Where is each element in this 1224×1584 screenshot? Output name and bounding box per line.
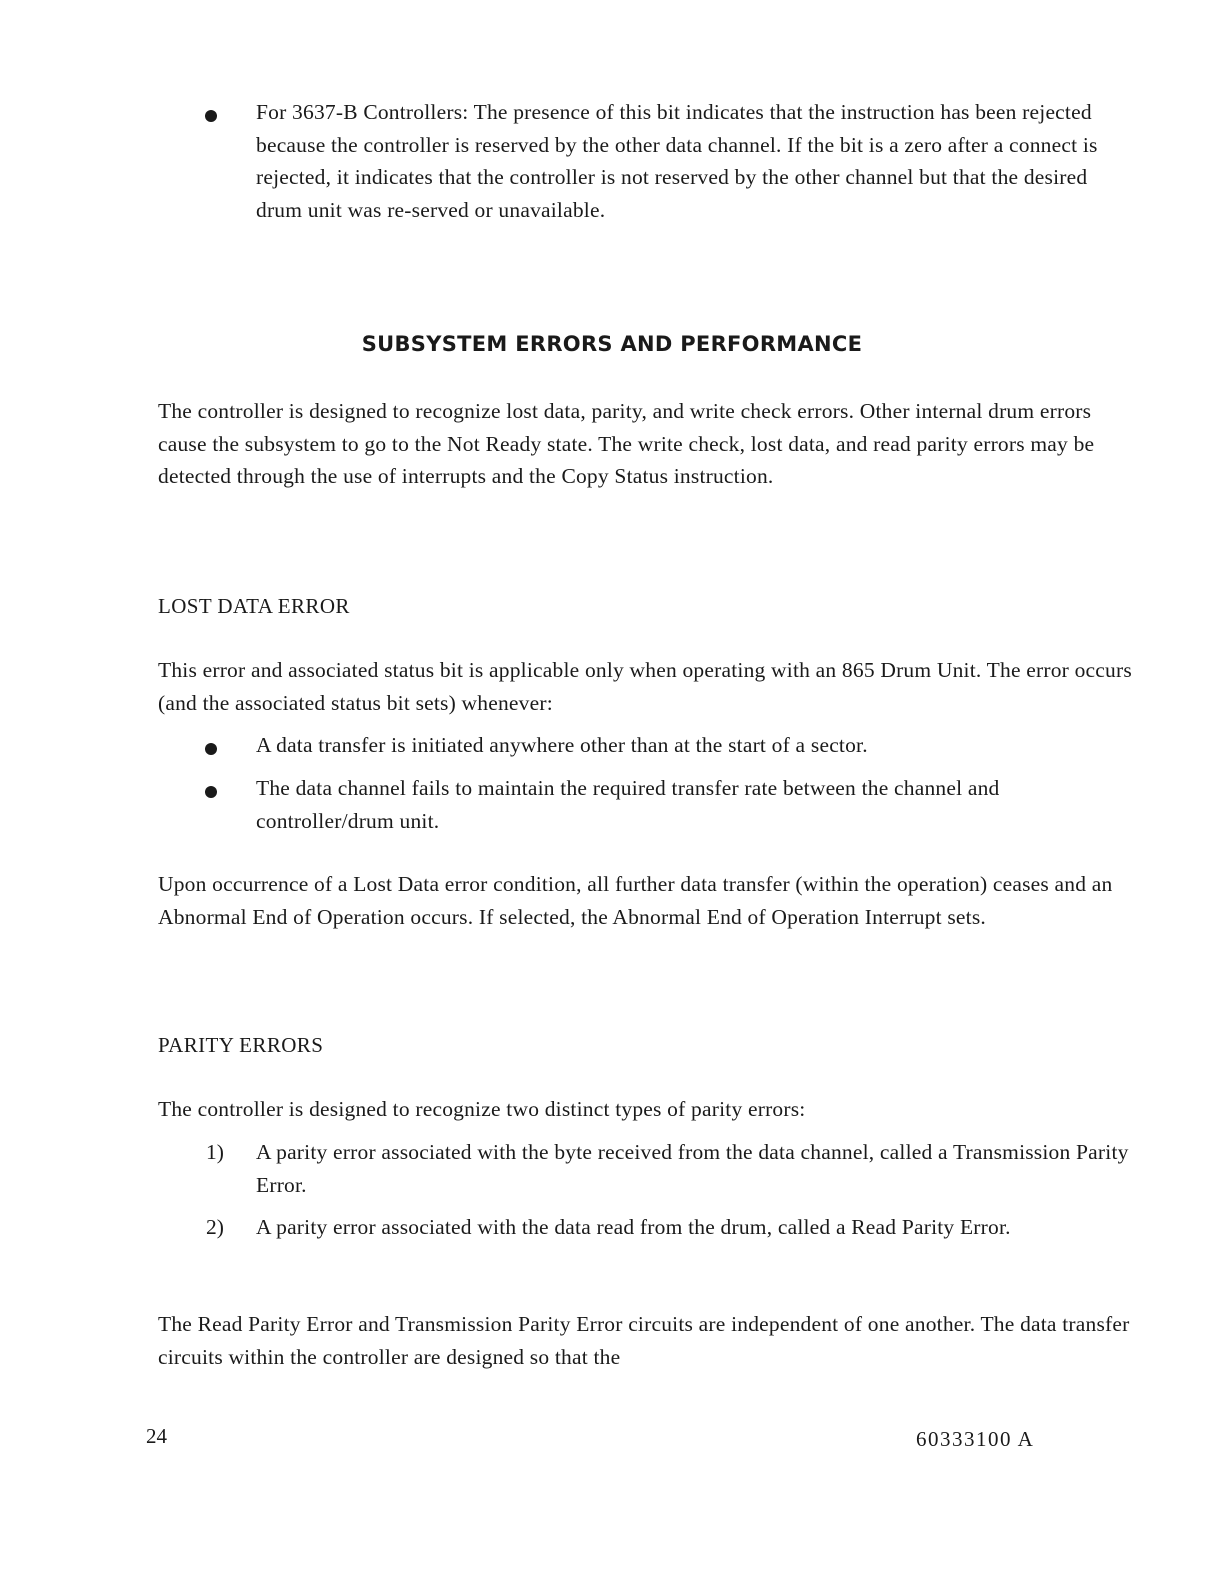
bullet-icon [205, 110, 217, 122]
lost-data-outcome: Upon occurrence of a Lost Data error condition, all further data transfer (within the operation) ceases and an Abnormal End of Operation occurs. If selected, the Abnormal End of Operation Interrupt sets. [158, 872, 1113, 929]
bullet-icon [205, 786, 217, 798]
lost-data-heading: LOST DATA ERROR [158, 594, 350, 618]
lost-data-bullet: The data channel fails to maintain the required transfer rate between the channel and controller/drum unit. [256, 776, 1000, 833]
section-intro-paragraph: The controller is designed to recognize lost data, parity, and write check errors. Other internal drum errors cause the subsystem to go to the Not Ready state. The write check, lost data, and read parity errors may be detected through the use of interrupts and the Copy Status instruction. [158, 399, 1095, 488]
list-number: 1) [206, 1140, 224, 1164]
lost-data-bullet: A data transfer is initiated anywhere other than at the start of a sector. [256, 733, 868, 757]
section-title: SUBSYSTEM ERRORS AND PERFORMANCE [361, 332, 863, 356]
parity-intro: The controller is designed to recognize two distinct types of parity errors: [158, 1097, 806, 1121]
parity-closing-paragraph: The Read Parity Error and Transmission Parity Error circuits are independent of one another. The data transfer circuits within the controller are designed so that the [158, 1312, 1130, 1369]
parity-item-text: A parity error associated with the data read from the drum, called a Read Parity Error. [256, 1215, 1011, 1239]
document-number: 60333100 A [916, 1427, 1035, 1451]
bullet-icon [205, 743, 217, 755]
intro-bullet-text: For 3637-B Controllers: The presence of this bit indicates that the instruction has been rejected because the controller is reserved by the other data channel. If the bit is a zero after a connect is rejected, it indicates that the controller is not reserved by the other channel but that the desired drum unit was re-served or unavailable. [256, 100, 1098, 222]
parity-errors-heading: PARITY ERRORS [158, 1033, 324, 1057]
lost-data-intro: This error and associated status bit is applicable only when operating with an 865 Drum Unit. The error occurs (and the associated status bit sets) whenever: [158, 658, 1132, 715]
page-number: 24 [146, 1424, 167, 1448]
parity-item-text: A parity error associated with the byte received from the data channel, called a Transmission Parity Error. [256, 1140, 1129, 1197]
list-number: 2) [206, 1215, 224, 1239]
